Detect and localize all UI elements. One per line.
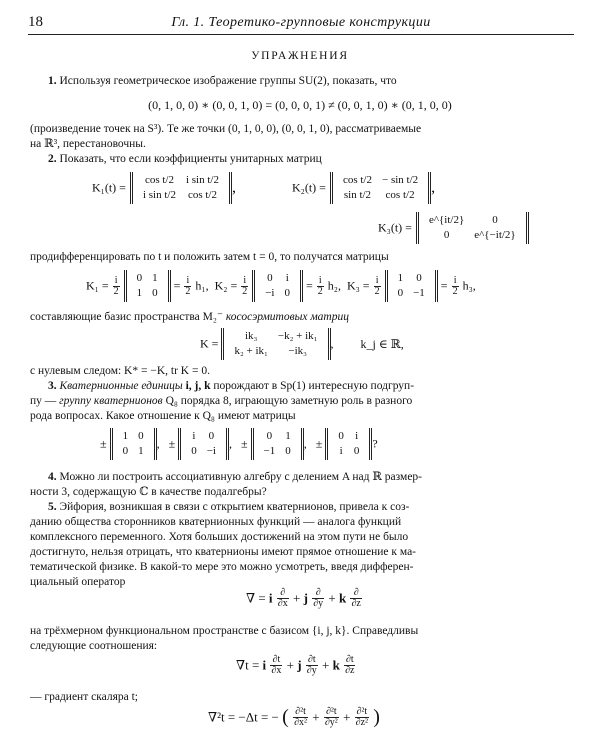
gradient-equation: ∇t = i $\frac{\partial t}{\partial x}$ + j $\frac{\partial t}{\partial y}$ + k $\frac{\partial t}{\partial z}$ — [236, 654, 355, 676]
exercise-1-number: 1. — [48, 75, 57, 87]
exercise-5-after-nabla: на трёхмерном функциональном пространстве с базисом {i, j, k}. Справедливы — [30, 625, 419, 637]
exercise-3-line3: рода вопросах. Какое отношение к Q₈ имеют матрицы — [30, 410, 296, 422]
k3-cell: e^{−it/2} — [474, 229, 516, 241]
matrix-k2 — [330, 172, 431, 204]
exercise-3-line1 — [30, 379, 570, 394]
k2-cell: − sin t/2 — [381, 174, 419, 186]
k-cell: ik₃ — [244, 330, 258, 342]
k1-label: K₁(t) = — [92, 180, 126, 195]
k2-cell: cos t/2 — [385, 189, 415, 201]
quaternion-group: группу кватернионов — [59, 395, 163, 407]
nabla-operator: ∇ = i $\frac{\partial}{\partial x}$ + j $\frac{\partial}{\partial y}$ + k $\frac{\partial}{\partial z}$ — [246, 587, 361, 609]
exercise-3-matrices: ± 1 0 0 1 , ± i 0 0 −i , ± 0 1 −1 0 , ± 0 i i 0 ? — [100, 428, 378, 460]
running-header — [28, 12, 574, 35]
k1-cell: i sin t/2 — [142, 189, 176, 201]
exercise-4-line1 — [30, 470, 570, 485]
exercise-1-line2: (произведение точек на S³). Те же точки (0, 1, 0, 0), (0, 0, 1, 0), рассматриваемые — [30, 123, 422, 135]
k1-cell: i sin t/2 — [185, 174, 219, 186]
k3-label: K₃(t) = — [378, 220, 412, 235]
exercise-5-line5: тематической физике. В какой-то мере это можно усмотреть, введя дифферен- — [30, 561, 414, 573]
exercise-1-intro — [30, 74, 570, 89]
k-cell: k₂ + ik₁ — [234, 345, 268, 357]
exercise-4-number: 4. — [48, 471, 57, 483]
matrix-k3 — [416, 212, 529, 244]
line2-a: пу — — [30, 395, 57, 407]
matrix-k2-eq: K₂(t) = cos t/2 − sin t/2 sin t/2 cos t/2 , — [292, 172, 435, 204]
exercise-5-line1 — [30, 500, 570, 515]
matrix-k1 — [130, 172, 232, 204]
h3: h₃, — [462, 278, 476, 293]
k-condition: k_j ∈ ℝ, — [360, 336, 404, 351]
gradient-text: — градиент скаляра t; — [30, 691, 138, 703]
exercise-5-line3: комплексного переменного. Хотя больших достижений на этом пути не было — [30, 531, 409, 543]
exercise-4-text: Можно ли построить ассоциативную алгебру с делением A над ℝ размер- — [59, 471, 423, 483]
exercise-2-number: 2. — [48, 153, 57, 165]
matrix-k3-eq — [378, 212, 529, 244]
matrix-k1-eq: K₁(t) = cos t/2 i sin t/2 i sin t/2 cos t/2 , — [92, 172, 236, 204]
ijk: i, j, k — [185, 380, 211, 392]
matrix-k-eq: K = ik₃ −k₂ + ik₁ k₂ + ik₁ −ik₃ , k_j ∈ ℝ, — [200, 328, 404, 360]
header-title: Гл. 1. Теоретико-групповые конструкции — [171, 15, 431, 30]
h1: h₁, — [195, 278, 209, 293]
exercise-1-line3: на ℝ³, перестановочны. — [30, 138, 146, 150]
line1-rest: порождают в Sp(1) интересную подгруп- — [213, 380, 415, 392]
exercise-5-line6: циальный оператор — [30, 576, 126, 588]
exercise-2-basis-text — [30, 310, 570, 325]
k-cell: −ik₃ — [288, 345, 307, 357]
basis-text-italic: кососэрмитовых матриц — [225, 311, 349, 323]
exercise-3-line2 — [30, 394, 570, 409]
exercise-5-number: 5. — [48, 501, 57, 513]
exercise-2-trace: с нулевым следом: K* = −K, tr K = 0. — [30, 365, 210, 377]
laplacian-equation: ∇²t = −Δt = − ( $\frac{\text{∂²t}}{\text{∂x²}}$ + $\frac{\text{∂²t}}{\text{∂y²}}$ + $\frac{\text{∂²t}}{\text{∂z²}}$ ) — [208, 706, 380, 728]
k2-cell: cos t/2 — [342, 174, 372, 186]
section-title: УПРАЖНЕНИЯ — [251, 50, 349, 62]
exercise-4-line2: ности 3, содержащую ℂ в качестве подалгебры? — [30, 486, 267, 498]
k3-cell: 0 — [492, 214, 498, 226]
k1-cell: cos t/2 — [144, 174, 174, 186]
k-cell: −k₂ + ik₁ — [277, 330, 318, 342]
exercise-5-line4: достигнуто, нельзя отрицать, что кватернионы имеют прямое отношение к ма- — [30, 546, 417, 558]
exercise-5-text: Эйфория, возникшая в связи с открытием кватернионов, привела к соз- — [59, 501, 410, 513]
exercise-2-intro — [30, 152, 570, 167]
k3-cell: e^{it/2} — [428, 214, 465, 226]
k2-cell: sin t/2 — [343, 189, 372, 201]
exercise-5-line2: данию общества сторонников кватернионных функций — аналога функций — [30, 516, 402, 528]
exercise-2-mid-text: продифференцировать по t и положить затем t = 0, то получатся матрицы — [30, 251, 389, 263]
exercise-3-number: 3. — [48, 380, 57, 392]
exercise-1-text: Используя геометрическое изображение группы SU(2), показать, что — [59, 75, 397, 87]
k-label: K = — [200, 336, 219, 351]
matrix-k — [221, 328, 330, 360]
exercise-5-after-nabla2: следующие соотношения: — [30, 640, 158, 652]
page-number: 18 — [28, 14, 43, 30]
quaternion-units: Кватернионные единицы — [59, 380, 183, 392]
k2-label: K₂(t) = — [292, 180, 326, 195]
exercise-1-formula: (0, 1, 0, 0) ∗ (0, 0, 1, 0) = (0, 0, 0, 1) ≠ (0, 0, 1, 0) ∗ (0, 1, 0, 0) — [148, 98, 452, 112]
k1-cell: cos t/2 — [187, 189, 217, 201]
exercise-2-text: Показать, что если коэффициенты унитарных матриц — [59, 153, 322, 165]
h-matrices-line: K₁ = $\frac{i}{2}$ 0 1 1 0 = $\frac{i}{2}$ h₁, K₂ = $\frac{i}{2}$ 0 i −i 0 = $\frac{i}{2}$ h₂, K₃ = $\frac{i}{2}$ 1 0 0 −1 = $\frac{i}{2}$ h₃, — [86, 270, 476, 302]
k3-cell: 0 — [443, 229, 450, 241]
basis-text: составляющие базис пространства M₂⁻ — [30, 311, 223, 323]
line2-rest: Q₈ порядка 8, играющую заметную роль в разного — [165, 395, 413, 407]
h2: h₂, — [327, 278, 341, 293]
